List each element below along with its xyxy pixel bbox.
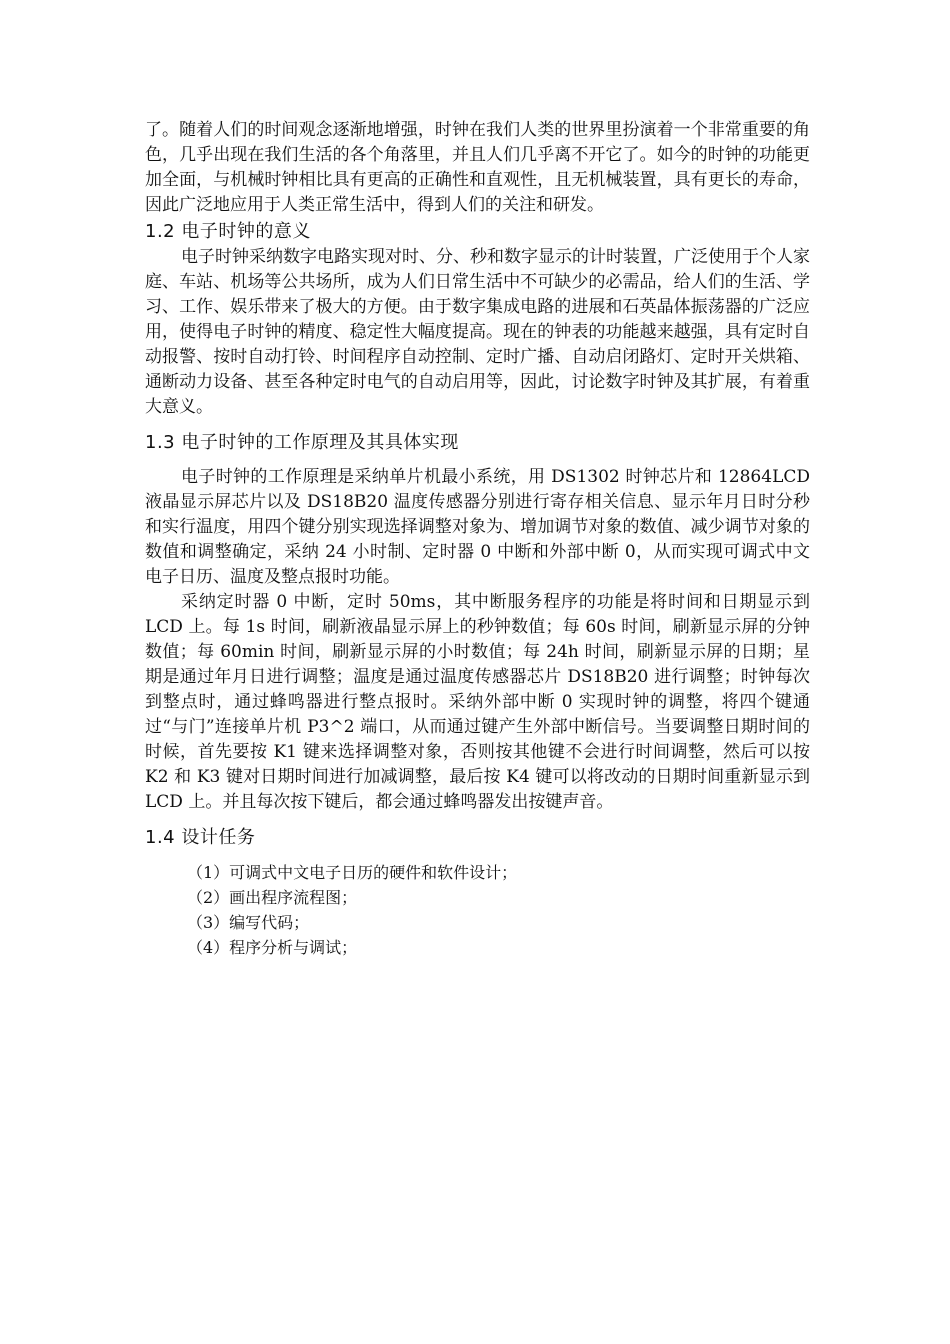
task-item: （2）画出程序流程图； bbox=[187, 888, 358, 907]
document-page bbox=[145, 118, 810, 960]
section-1-2-heading: 1.2 电子时钟的意义 bbox=[145, 221, 311, 242]
section-1-3-paragraph-1: 电子时钟的工作原理是采纳单片机最小系统，用 DS1302 时钟芯片和 12864LCD 液晶显示屏芯片以及 DS18B20 温度传感器分别进行寄存相关信息、显示年月日时分秒和实行温度，用四个键分别实现选择调整对象为、增加调节对象的数值、减少调节对象的数值和调整确定，采纳 24 小时制、定时器 0 中断和外部中断 0，从而实现可调式中文电子日历、温度及整点报时功能。 bbox=[145, 467, 810, 587]
task-list bbox=[145, 860, 810, 960]
section-1-3-paragraph-2: 采纳定时器 0 中断，定时 50ms，其中断服务程序的功能是将时间和日期显示到 LCD 上。每 1s 时间，刷新液晶显示屏上的秒钟数值；每 60s 时间，刷新显示屏的分钟数值；每 60min 时间，刷新显示屏的小时数值；每 24h 时间，刷新显示屏的日期；星期是通过年月日进行调整；温度是通过温度传感器芯片 DS18B20 进行调整；时钟每次到整点时，通过蜂鸣器进行整点报时。采纳外部中断 0 实现时钟的调整，将四个键通过“与门”连接单片机 P3^2 端口，从而通过键产生外部中断信号。当要调整日期时间的时候，首先要按 K1 键来选择调整对象，否则按其他键不会进行时间调整，然后可以按 K2 和 K3 键对日期时间进行加减调整，最后按 K4 键可以将改动的日期时间重新显示到 LCD 上。并且每次按下键后，都会通过蜂鸣器发出按键声音。 bbox=[145, 592, 810, 812]
section-1-2-paragraph: 电子时钟采纳数字电路实现对时、分、秒和数字显示的计时装置，广泛使用于个人家庭、车站、机场等公共场所，成为人们日常生活中不可缺少的必需品，给人们的生活、学习、工作、娱乐带来了极大的方便。由于数字集成电路的进展和石英晶体振荡器的广泛应用，使得电子时钟的精度、稳定性大幅度提高。现在的钟表的功能越来越强，具有定时自动报警、按时自动打铃、时间程序自动控制、定时广播、自动启闭路灯、定时开关烘箱、通断动力设备、甚至各种定时电气的自动启用等，因此，讨论数字时钟及其扩展，有着重大意义。 bbox=[145, 247, 810, 417]
task-item: （1）可调式中文电子日历的硬件和软件设计； bbox=[187, 863, 518, 882]
section-1-4-heading: 1.4 设计任务 bbox=[145, 827, 256, 848]
task-item: （3）编写代码； bbox=[187, 913, 310, 932]
intro-paragraph: 了。随着人们的时间观念逐渐地增强，时钟在我们人类的世界里扮演着一个非常重要的角色，几乎出现在我们生活的各个角落里，并且人们几乎离不开它了。如今的时钟的功能更加全面，与机械时钟相比具有更高的正确性和直观性，且无机械装置，具有更长的寿命，因此广泛地应用于人类正常生活中，得到人们的关注和研发。 bbox=[145, 120, 810, 215]
section-1-3-heading: 1.3 电子时钟的工作原理及其具体实现 bbox=[145, 432, 459, 453]
task-item: （4）程序分析与调试； bbox=[187, 938, 358, 957]
